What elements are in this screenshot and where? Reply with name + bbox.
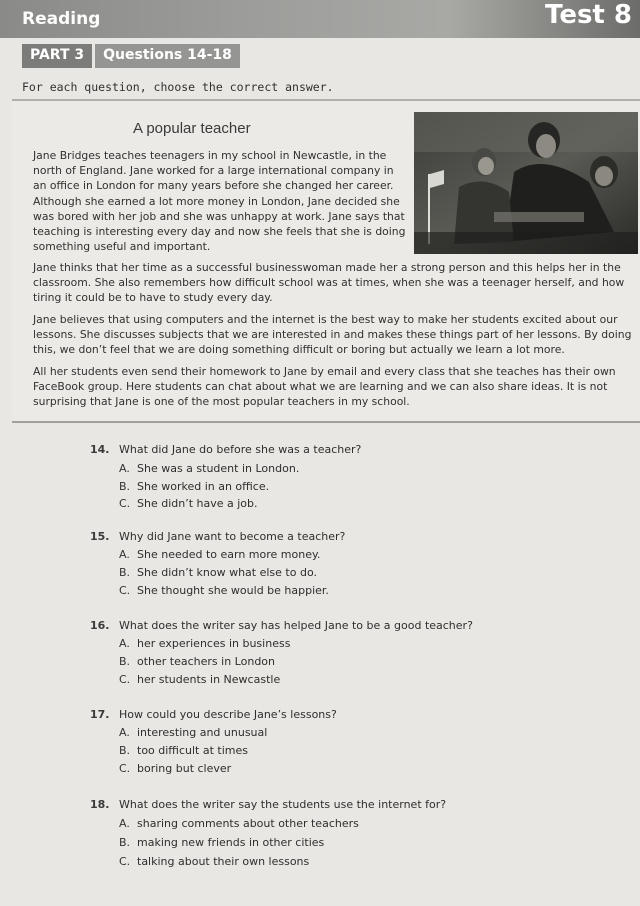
classroom-photo	[414, 112, 638, 254]
paragraph-line: Jane believes that using computers and the internet is the best way to make her students excited about our	[33, 313, 618, 326]
option-letter[interactable]: B.	[119, 655, 131, 668]
question-number: 14.	[90, 443, 110, 456]
option-text[interactable]: other teachers in London	[137, 655, 276, 668]
paragraph-line: was bored with her job and she was unhappy at work. Jane says that	[33, 209, 405, 223]
option-text[interactable]: making new friends in other cities	[137, 836, 325, 849]
option-text[interactable]: She didn’t have a job.	[137, 497, 258, 510]
option-letter[interactable]: B.	[119, 836, 131, 849]
option-letter[interactable]: C.	[119, 855, 131, 868]
question-number: 16.	[90, 619, 110, 632]
option-letter[interactable]: A.	[119, 462, 130, 475]
question-text: What does the writer say has helped Jane to be a good teacher?	[119, 619, 473, 632]
paragraph-line: this, we don’t feel that we are doing something difficult or boring but actually we learn a lot more.	[33, 343, 565, 357]
paragraph-3	[33, 312, 633, 358]
question-number: 15.	[90, 530, 110, 543]
paragraph-line: surprising that Jane is one of the most popular teachers in my school.	[33, 395, 410, 409]
paragraph-line: something useful and important.	[33, 240, 211, 254]
part-bar	[22, 44, 240, 68]
option-text[interactable]: too difficult at times	[137, 744, 248, 757]
paragraph-line: lessons. She discusses subjects that we are interested in and makes these things part of her lessons. By doing	[33, 328, 632, 342]
paragraph-line: an office in London for many years before she changed her career.	[33, 179, 394, 193]
header-band	[0, 0, 640, 38]
option-letter[interactable]: A.	[119, 637, 130, 650]
instruction: For each question, choose the correct answer.	[22, 80, 334, 94]
question-text: How could you describe Jane’s lessons?	[119, 708, 337, 721]
option-text[interactable]: She needed to earn more money.	[137, 548, 321, 561]
option-text[interactable]: She didn’t know what else to do.	[137, 566, 317, 579]
paragraph-line: All her students even send their homework to Jane by email and every class that she teaches has their own	[33, 365, 616, 378]
option-letter[interactable]: C.	[119, 584, 131, 597]
option-text[interactable]: her students in Newcastle	[137, 673, 281, 686]
option-letter[interactable]: C.	[119, 762, 131, 775]
paragraph-4	[33, 364, 633, 410]
question-number: 18.	[90, 798, 110, 811]
test-label: Test 8	[545, 0, 632, 30]
question-number: 17.	[90, 708, 110, 721]
option-text[interactable]: boring but clever	[137, 762, 232, 775]
option-letter[interactable]: C.	[119, 497, 131, 510]
option-letter[interactable]: B.	[119, 480, 131, 493]
option-letter[interactable]: A.	[119, 726, 130, 739]
option-text[interactable]: interesting and unusual	[137, 726, 268, 739]
article-title: A popular teacher	[133, 120, 251, 137]
paragraph-1	[33, 148, 413, 254]
paragraph-line: Jane thinks that her time as a successful businesswoman made her a strong person and this helps her in the	[33, 261, 621, 274]
paragraph-line: Jane Bridges teaches teenagers in my school in Newcastle, in the	[33, 149, 387, 162]
option-letter[interactable]: B.	[119, 744, 131, 757]
question-text: What did Jane do before she was a teacher?	[119, 443, 362, 456]
part-label: PART 3	[22, 44, 92, 68]
option-text[interactable]: her experiences in business	[137, 637, 291, 650]
question-text: What does the writer say the students use the internet for?	[119, 798, 447, 811]
option-text[interactable]: She thought she would be happier.	[137, 584, 329, 597]
paragraph-line: tiring it could be to have to study every day.	[33, 291, 273, 305]
questions-range: Questions 14-18	[95, 44, 240, 68]
option-text[interactable]: She worked in an office.	[137, 480, 270, 493]
option-letter[interactable]: A.	[119, 548, 130, 561]
paragraph-line: teaching is interesting every day and now she feels that she is doing	[33, 225, 406, 239]
paragraph-line: Although she earned a lot more money in London, Jane decided she	[33, 194, 400, 208]
option-text[interactable]: sharing comments about other teachers	[137, 817, 359, 830]
paragraph-line: classroom. She also remembers how difficult school was at times, when she was a teenager herself, and how	[33, 276, 625, 290]
paragraph-line: FaceBook group. Here students can chat about what we are learning and we can also share ideas. It is not	[33, 380, 608, 394]
option-letter[interactable]: C.	[119, 673, 131, 686]
option-letter[interactable]: A.	[119, 817, 130, 830]
section-label: Reading	[22, 9, 101, 29]
option-text[interactable]: talking about their own lessons	[137, 855, 310, 868]
paragraph-2	[33, 260, 633, 306]
option-text[interactable]: She was a student in London.	[137, 462, 300, 475]
option-letter[interactable]: B.	[119, 566, 131, 579]
question-text: Why did Jane want to become a teacher?	[119, 530, 346, 543]
paragraph-line: north of England. Jane worked for a large international company in	[33, 164, 394, 178]
